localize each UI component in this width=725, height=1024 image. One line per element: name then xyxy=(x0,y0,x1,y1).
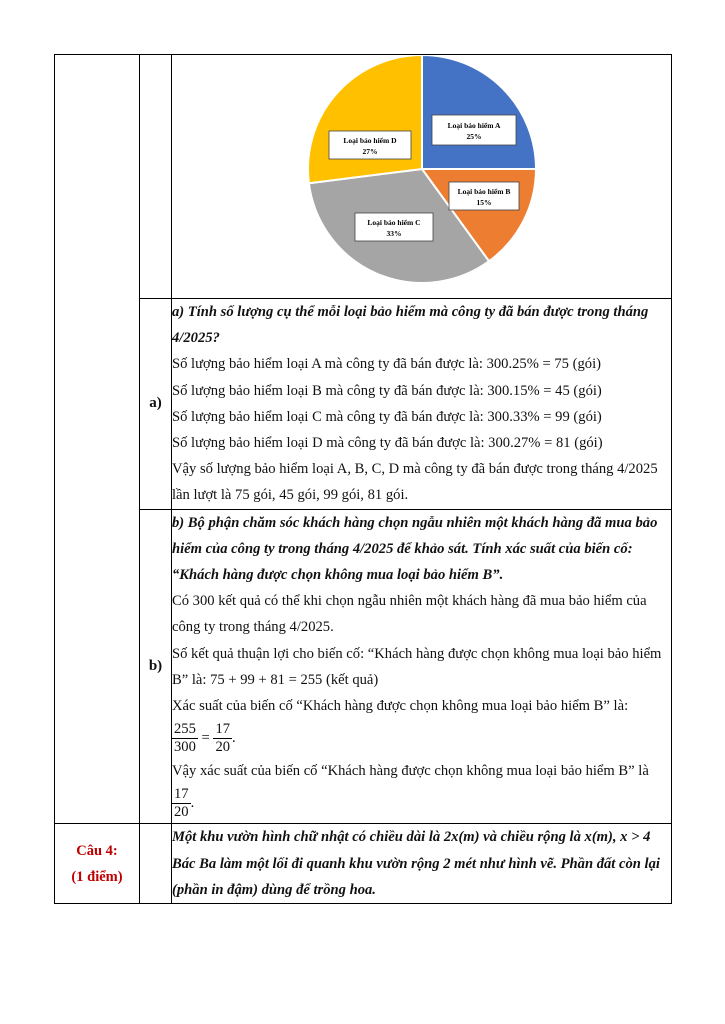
fraction-255-300 xyxy=(172,721,198,756)
pie-label-value: 27% xyxy=(362,147,378,156)
period: . xyxy=(190,795,195,812)
part-a-line-2: Số lượng bảo hiểm loại B mà công ty đã bán được là: 300.15% = 45 (gói) xyxy=(172,382,602,399)
pie-chart xyxy=(172,55,672,293)
chart-row xyxy=(55,55,672,299)
cau4-points: (1 điểm) xyxy=(71,868,123,885)
fraction-17-20-final xyxy=(172,786,191,821)
empty-question-cell xyxy=(55,55,140,824)
equals-sign: = xyxy=(201,730,210,747)
empty-part-cell xyxy=(140,824,172,904)
part-b-line-1: Có 300 kết quả có thể khi chọn ngẫu nhiên một khách hàng đã mua bảo hiểm của công ty trong tháng 4/2025. xyxy=(172,593,647,636)
pie-label-name: Loại bảo hiểm B xyxy=(457,187,511,196)
cau4-content xyxy=(172,824,672,904)
pie-label-b xyxy=(449,182,519,210)
part-b-label: b) xyxy=(140,509,172,824)
pie-label-value: 25% xyxy=(466,132,482,141)
pie-slice-d xyxy=(308,55,422,183)
fraction-17-20 xyxy=(213,721,232,756)
pie-label-name: Loại bảo hiểm A xyxy=(447,121,501,130)
fraction-denominator: 300 xyxy=(174,739,196,756)
period: . xyxy=(232,730,236,747)
fraction-denominator: 20 xyxy=(215,739,231,756)
pie-label-c xyxy=(355,213,433,241)
part-b-line-2: Số kết quả thuận lợi cho biến cố: “Khách hàng được chọn không mua loại bảo hiểm B” là: 75 + 99 + 81 = 255 (kết quả) xyxy=(172,645,662,688)
pie-chart-cell xyxy=(172,55,672,299)
cau4-title: Câu 4: xyxy=(76,842,118,859)
part-a-line-4: Số lượng bảo hiểm loại D mà công ty đã bán được là: 300.27% = 81 (gói) xyxy=(172,435,603,452)
empty-part-cell xyxy=(140,55,172,299)
pie-label-value: 15% xyxy=(476,198,492,207)
part-a-conclusion: Vậy số lượng bảo hiểm loại A, B, C, D mà công ty đã bán được trong tháng 4/2025 lần lượt là 75 gói, 45 gói, 99 gói, 81 gói. xyxy=(172,461,658,504)
part-a-label: a) xyxy=(140,299,172,510)
cau4-text-1: Một khu vườn hình chữ nhật có chiều dài là 2x(m) và chiều rộng là x(m), x > 4 xyxy=(172,829,651,846)
part-b-final-fraction-line xyxy=(172,784,671,823)
part-a-line-1: Số lượng bảo hiểm loại A mà công ty đã bán được là: 300.25% = 75 (gói) xyxy=(172,356,601,373)
pie-label-name: Loại bảo hiểm C xyxy=(367,218,421,227)
pie-label-name: Loại bảo hiểm D xyxy=(343,136,397,145)
part-a-question: a) Tính số lượng cụ thể mỗi loại bảo hiểm mà công ty đã bán được trong tháng 4/2025? xyxy=(172,304,649,347)
part-a-line-3: Số lượng bảo hiểm loại C mà công ty đã bán được là: 300.33% = 99 (gói) xyxy=(172,408,602,425)
part-a-content xyxy=(172,299,672,510)
part-b-line-4: Vậy xác suất của biến cố “Khách hàng được chọn không mua loại bảo hiểm B” là xyxy=(172,763,649,780)
part-b-row xyxy=(55,509,672,824)
part-b-line-3: Xác suất của biến cố “Khách hàng được chọn không mua loại bảo hiểm B” là: xyxy=(172,698,629,715)
pie-slice-a xyxy=(422,55,536,169)
fraction-numerator: 255 xyxy=(174,721,196,738)
answer-table xyxy=(54,54,672,904)
cau4-label-cell xyxy=(55,824,140,904)
pie-label-d xyxy=(329,131,411,159)
fraction-numerator: 17 xyxy=(215,721,231,738)
cau4-row xyxy=(55,824,672,904)
cau4-text-2: Bác Ba làm một lối đi quanh khu vườn rộng 2 mét như hình vẽ. Phần đất còn lại (phần in đậm) dùng để trồng hoa. xyxy=(172,855,660,898)
part-b-fraction-line xyxy=(172,719,671,758)
fraction-denominator: 20 xyxy=(174,804,189,821)
part-b-question: b) Bộ phận chăm sóc khách hàng chọn ngẫu nhiên một khách hàng đã mua bảo hiểm của công ty trong tháng 4/2025 để khảo sát. Tính xác suất của biến cố: “Khách hàng được chọn không mua loại bảo hiểm B”. xyxy=(172,514,658,584)
part-b-content xyxy=(172,509,672,824)
pie-label-value: 33% xyxy=(386,229,402,238)
part-a-row xyxy=(55,299,672,510)
fraction-numerator: 17 xyxy=(174,786,189,803)
pie-label-a xyxy=(432,115,516,145)
